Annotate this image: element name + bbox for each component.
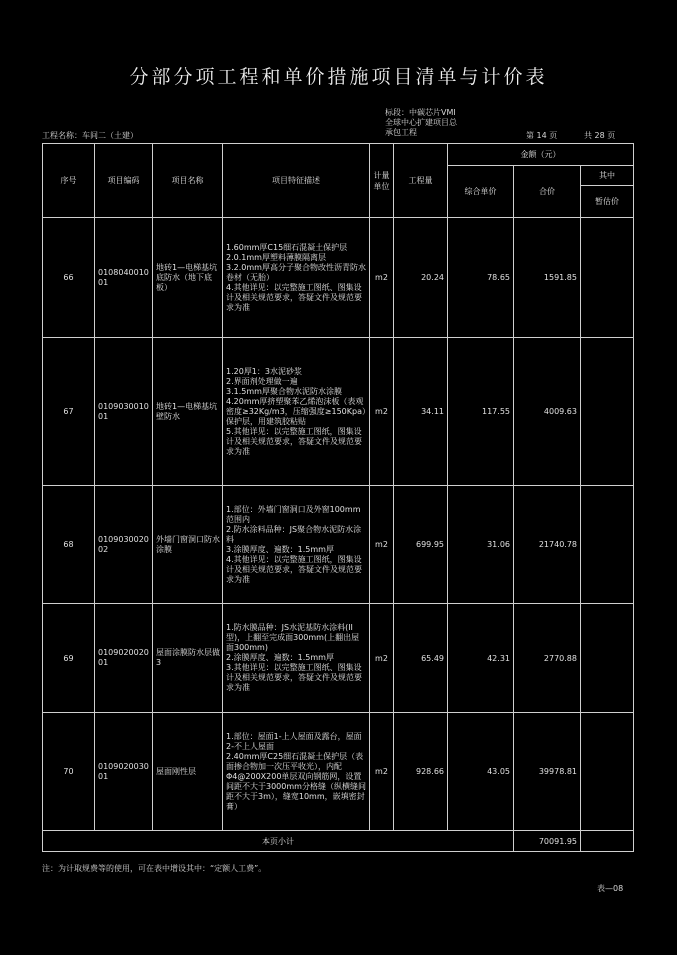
desc-line: 3.其他详见：以完整施工图纸、图集设计及相关规范要求，答疑文件及规范要求为准 [226,663,362,692]
row-total: 39978.81 [514,713,581,831]
subtotal-label: 本页小计 [43,831,514,852]
row-qty: 928.66 [394,713,448,831]
header-name: 项目名称 [153,144,223,218]
row-total: 4009.63 [514,338,581,486]
row-index: 69 [43,604,95,713]
table-row [43,604,634,713]
row-name: 屋面涂膜防水层做3 [153,604,223,713]
subtotal-value: 70091.95 [514,831,581,852]
desc-line: 2.防水涂料品种：JS聚合物水泥防水涂料 [226,524,362,544]
row-desc [223,218,370,338]
row-qty: 65.49 [394,604,448,713]
header-desc: 项目特征描述 [223,144,370,218]
header-unit: 计量单位 [370,144,394,218]
form-code: 表—08 [597,884,624,893]
desc-line: 1.60mm厚C15细石混凝土保护层 [226,242,348,252]
row-name: 地砖1—电梯基坑底防水（地下底板） [153,218,223,338]
row-name: 外墙门窗洞口防水涂膜 [153,486,223,604]
desc-line: 4.20mm厚挤塑聚苯乙烯泡沫板（表观密度≥32Kg/m3，压缩强度≥150Kpa）保护层，用建筑胶粘贴 [226,396,366,426]
mark-line-3: 承包工程 [385,128,417,137]
row-provisional [581,713,634,831]
row-code: 010903001001 [95,338,153,486]
desc-line: 2.0.1mm厚塑料薄膜隔离层 [226,252,326,262]
header-of-which: 其中 [581,166,634,186]
desc-line: 2.40mm厚C25细石混凝土保护层（表面掺合物加一次压平收光），内配Φ4@200X200单层双向钢筋网，设置间距不大于3000mm分格缝（纵横缝间距不大于3m），缝宽10mm，嵌填密封膏） [226,751,366,811]
header-qty: 工程量 [394,144,448,218]
table-row [43,713,634,831]
pricing-table [42,143,634,852]
desc-line: 4.其他详见：以完整施工图纸，图集设计及相关规范要求，答疑文件及规范要求为准 [226,554,362,584]
desc-line: 1.部位：屋面1-上人屋面及露台，屋面2-不上人屋面 [226,731,362,751]
desc-line: 4.其他详见：以完整施工图纸、图集设计及相关规范要求，答疑文件及规范要求为准 [226,282,362,312]
row-index: 68 [43,486,95,604]
desc-line: 3.2.0mm厚高分子聚合物改性沥青防水卷材（无胎） [226,262,366,282]
row-code: 010902003001 [95,713,153,831]
row-unit-price: 117.55 [448,338,514,486]
row-unit: m2 [370,338,394,486]
header-code: 项目编码 [95,144,153,218]
row-name: 屋面刚性层 [153,713,223,831]
desc-line: 1.部位：外墙门窗洞口及外窗100mm范围内 [226,504,361,524]
desc-line: 2.涂膜厚度、遍数：1.5mm厚 [226,653,334,662]
header-index: 序号 [43,144,95,218]
row-desc [223,604,370,713]
row-unit: m2 [370,486,394,604]
row-desc [223,713,370,831]
row-provisional [581,338,634,486]
mark-line-2: 全球中心扩建项目总 [385,118,457,127]
row-unit: m2 [370,218,394,338]
row-total: 1591.85 [514,218,581,338]
header-total: 合价 [514,166,581,218]
page-number: 第 14 页 [526,131,558,140]
desc-line: 1.防水膜品种：JS水泥基防水涂料(II型)，上翻至完成面300mm(上翻出屋面300mm) [226,623,360,652]
desc-line: 1.20厚1：3水泥砂浆 [226,366,302,376]
row-name: 地砖1—电梯基坑壁防水 [153,338,223,486]
row-code: 010902002001 [95,604,153,713]
row-unit-price: 42.31 [448,604,514,713]
row-provisional [581,604,634,713]
row-index: 66 [43,218,95,338]
header-amount-group: 金额（元） [448,144,634,166]
row-desc [223,338,370,486]
page-title: 分部分项工程和单价措施项目清单与计价表 [129,66,548,88]
row-qty: 20.24 [394,218,448,338]
desc-line: 2.界面剂处理做一遍 [226,376,298,386]
row-code: 010804001001 [95,218,153,338]
mark-line-1: 标段：中碳芯片VMI [385,108,456,117]
row-index: 70 [43,713,95,831]
footer-note: 注：为计取规费等的使用，可在表中增设其中：“定额人工费”。 [42,864,267,873]
row-desc [223,486,370,604]
subtotal-provisional [581,831,634,852]
row-total: 2770.88 [514,604,581,713]
row-unit-price: 31.06 [448,486,514,604]
row-unit: m2 [370,604,394,713]
row-qty: 699.95 [394,486,448,604]
row-index: 67 [43,338,95,486]
row-total: 21740.78 [514,486,581,604]
row-provisional [581,218,634,338]
page-total: 共 28 页 [584,131,616,140]
table-row [43,486,634,604]
row-unit: m2 [370,713,394,831]
row-unit-price: 43.05 [448,713,514,831]
header-unit-price: 综合单价 [448,166,514,218]
row-provisional [581,486,634,604]
desc-line: 3.1.5mm厚聚合物水泥防水涂膜 [226,386,342,396]
header-provisional: 暂估价 [581,186,634,218]
table-row [43,218,634,338]
desc-line: 3.涂膜厚度、遍数：1.5mm厚 [226,544,334,554]
row-unit-price: 78.65 [448,218,514,338]
desc-line: 5.其他详见：以完整施工图纸，图集设计及相关规范要求，答疑文件及规范要求为准 [226,426,362,456]
project-name: 工程名称：车间二（土建） [42,131,138,140]
subtotal-row [43,831,634,852]
row-qty: 34.11 [394,338,448,486]
table-row [43,338,634,486]
row-code: 010903002002 [95,486,153,604]
